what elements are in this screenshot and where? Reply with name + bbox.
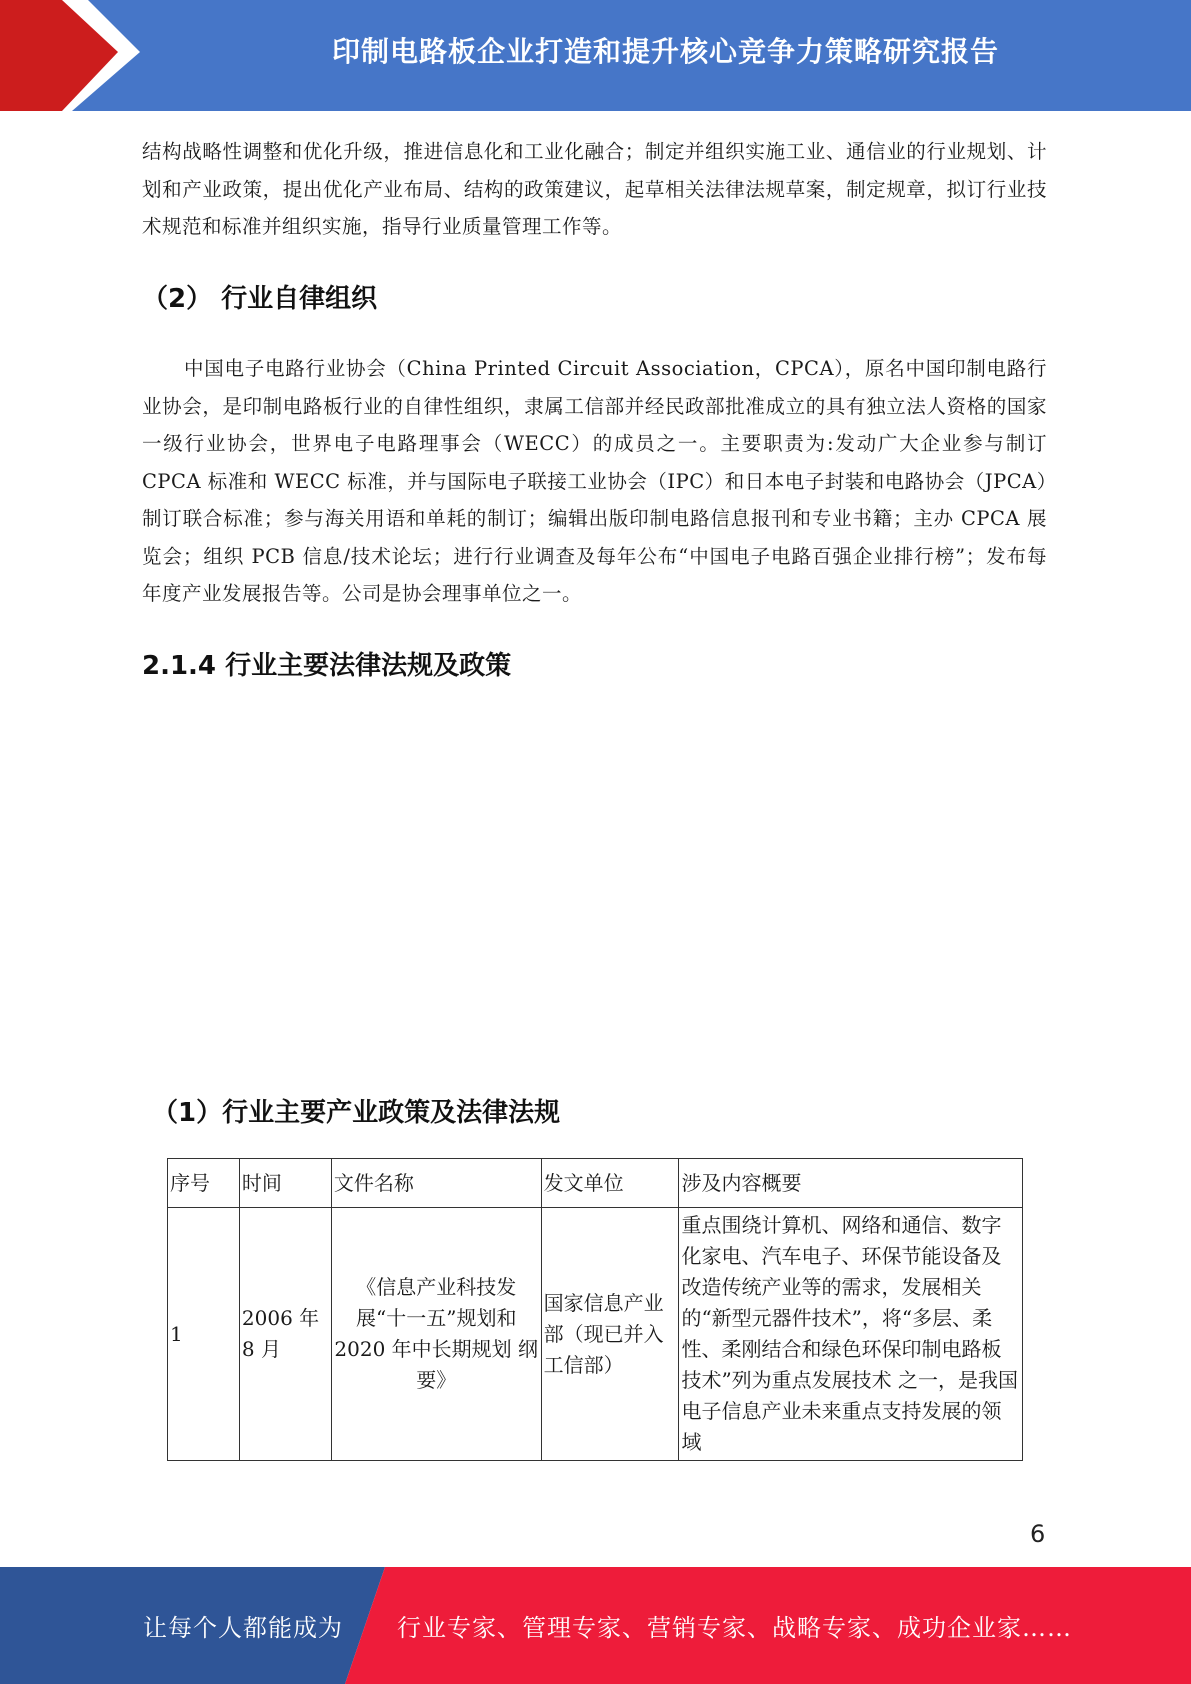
cell-summary: 重点围绕计算机、网络和通信、数字化家电、汽车电子、环保节能设备及改造传统产业等的需求，发展相关的“新型元器件技术”，将“多层、柔性、柔刚结合和绿色环保印制电路板技术”列为重点发展技术 之一，是我国电子信息产业未来重点支持发展的领域 xyxy=(679,1208,1023,1461)
header-issuer: 发文单位 xyxy=(541,1159,679,1208)
self-regulation-paragraph: 中国电子电路行业协会（China Printed Circuit Association，CPCA），原名中国印制电路行业协会，是印制电路板行业的自律性组织，隶属工信部并经民政部批准成立的具有独立法人资格的国家一级行业协会，世界电子电路理事会（WECC）的成员之一。主要职责为:发动广大企业参与制订 CPCA 标准和 WECC 标准，并与国际电子联接工业协会（IPC）和日本电子封装和电路协会（JPCA）制订联合标准；参与海关用语和单耗的制订；编辑出版印制电路信息报刊和专业书籍；主办 CPCA 展览会；组织 PCB 信息/技术论坛；进行行业调查及每年公布“中国电子电路百强企业排行榜”；发布每年度产业发展报告等。公司是协会理事单位之一。 xyxy=(142,357,1047,605)
policy-table xyxy=(167,1158,1023,1461)
heading-self-regulation: （2） 行业自律组织 xyxy=(142,284,378,314)
intro-paragraph: 结构战略性调整和优化升级，推进信息化和工业化融合；制定并组织实施工业、通信业的行业规划、计划和产业政策，提出优化产业布局、结构的政策建议，起草相关法律法规草案，制定规章，拟订行业技术规范和标准并组织实施，指导行业质量管理工作等。 xyxy=(142,140,1047,238)
header-name: 文件名称 xyxy=(331,1159,541,1208)
table-row xyxy=(168,1208,1023,1461)
page-footer xyxy=(0,1567,1191,1684)
cell-no: 1 xyxy=(168,1208,240,1461)
heading-industry-policies: （1）行业主要产业政策及法律法规 xyxy=(152,1098,561,1128)
header-summary: 涉及内容概要 xyxy=(679,1159,1023,1208)
cell-name: 《信息产业科技发 展“十一五”规划和 2020 年中长期规划 纲要》 xyxy=(331,1208,541,1461)
table-header-row xyxy=(168,1159,1023,1208)
header-time: 时间 xyxy=(239,1159,331,1208)
heading-laws-policies: 2.1.4 行业主要法律法规及政策 xyxy=(142,651,512,681)
header-title: 印制电路板企业打造和提升核心竞争力策略研究报告 xyxy=(331,35,999,68)
cell-issuer: 国家信息产业部（现已并入工信部） xyxy=(541,1208,679,1461)
page-number: 6 xyxy=(1030,1520,1046,1548)
header-no: 序号 xyxy=(168,1159,240,1208)
self-regulation-section xyxy=(142,350,1047,613)
intro-section xyxy=(142,133,1047,246)
header-arrow-decoration xyxy=(0,0,160,111)
cell-time: 2006 年 8 月 xyxy=(239,1208,331,1461)
footer-left-text: 让每个人都能成为 xyxy=(143,1614,343,1642)
page-header xyxy=(0,0,1191,111)
footer-right-text: 行业专家、管理专家、营销专家、战略专家、成功企业家…… xyxy=(397,1614,1072,1642)
